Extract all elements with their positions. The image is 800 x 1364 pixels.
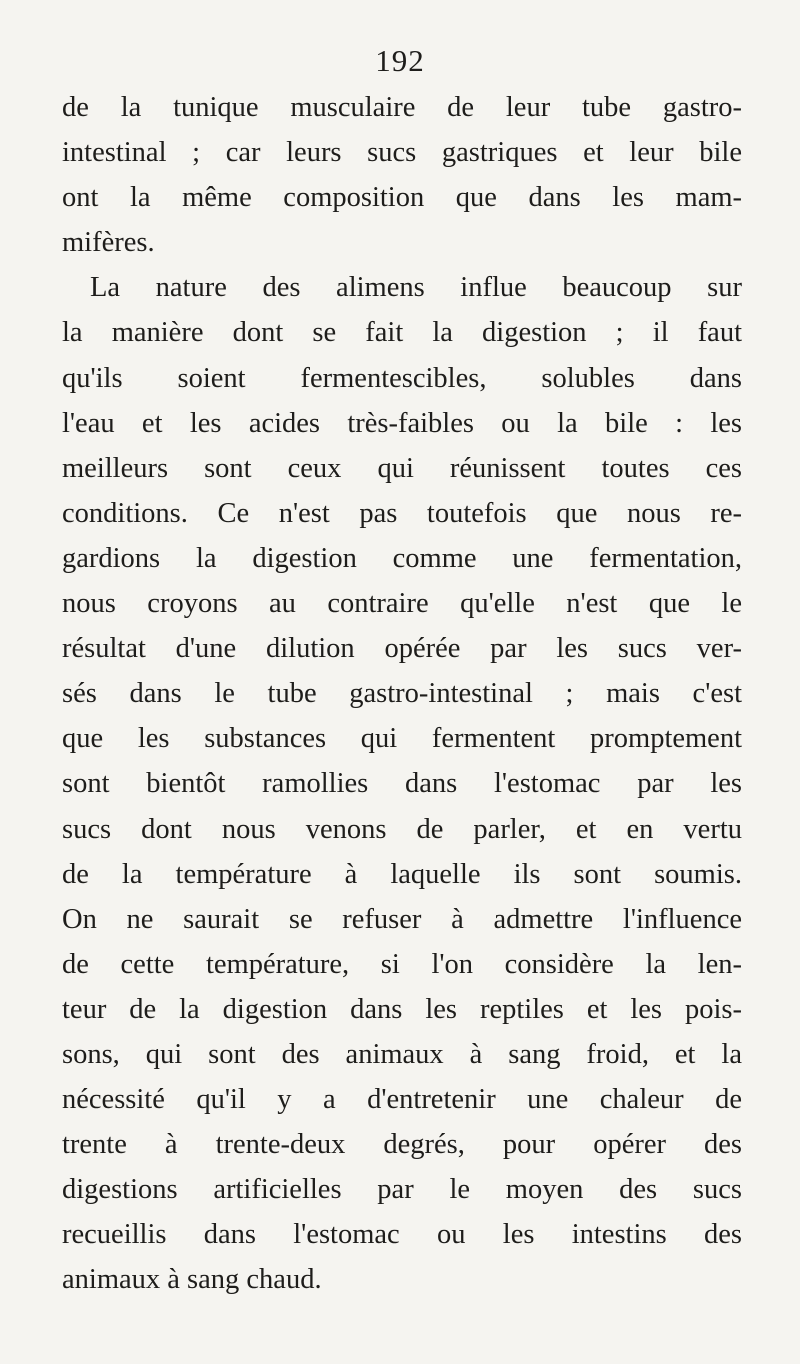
text-line: résultat d'une dilution opérée par les sucs ver- <box>62 633 742 665</box>
text-line: nous croyons au contraire qu'elle n'est que le <box>62 588 742 620</box>
text-line: qu'ils soient fermentescibles, solubles dans <box>62 362 742 394</box>
text-line: l'eau et les acides très-faibles ou la bile : les <box>62 407 742 439</box>
text-line: trente à trente-deux degrés, pour opérer des <box>62 1129 742 1161</box>
paragraph-start-line: La nature des alimens influe beaucoup sur <box>90 272 742 304</box>
text-line: sons, qui sont des animaux à sang froid, et la <box>62 1038 742 1070</box>
text-line: de la tunique musculaire de leur tube gastro- <box>62 92 742 123</box>
text-line: sont bientôt ramollies dans l'estomac par les <box>62 768 742 800</box>
text-line: de cette température, si l'on considère la len- <box>62 948 742 980</box>
text-line: recueillis dans l'estomac ou les intestins des <box>62 1219 742 1251</box>
text-line: teur de la digestion dans les reptiles et les pois- <box>62 993 742 1025</box>
text-line: sés dans le tube gastro-intestinal ; mais c'est <box>62 678 742 710</box>
text-line: gardions la digestion comme une fermentation, <box>62 542 742 574</box>
text-line: de la température à laquelle ils sont soumis. <box>62 858 742 890</box>
page-number: 192 <box>375 43 425 78</box>
text-line: conditions. Ce n'est pas toutefois que nous re- <box>62 497 742 529</box>
text-line: nécessité qu'il y a d'entretenir une chaleur de <box>62 1084 742 1116</box>
text-line: animaux à sang chaud. <box>62 1264 322 1296</box>
text-line: digestions artificielles par le moyen des sucs <box>62 1174 742 1206</box>
text-line: la manière dont se fait la digestion ; il faut <box>62 317 742 349</box>
text-line: que les substances qui fermentent promptement <box>62 723 742 755</box>
text-line: intestinal ; car leurs sucs gastriques et leur bile <box>62 137 742 169</box>
text-line: On ne saurait se refuser à admettre l'influence <box>62 903 742 935</box>
text-line: meilleurs sont ceux qui réunissent toutes ces <box>62 452 742 484</box>
body-text <box>62 85 742 1303</box>
text-line: sucs dont nous venons de parler, et en vertu <box>62 813 742 845</box>
text-line: ont la même composition que dans les mam- <box>62 182 742 214</box>
text-line: mifères. <box>62 227 155 259</box>
